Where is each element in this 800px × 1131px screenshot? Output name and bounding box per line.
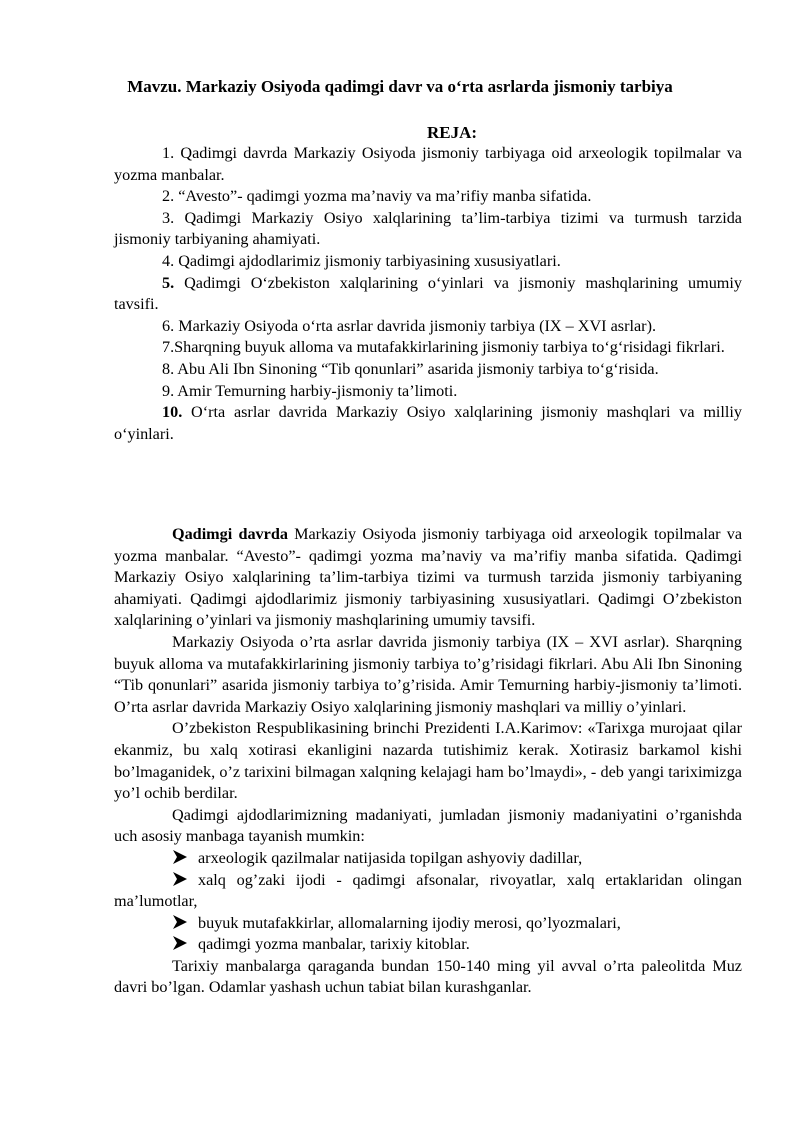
plan-item-text: Sharqning buyuk alloma va mutafakkirlarining jismoniy tarbiya to‘g‘risidagi fikrlari.: [174, 338, 725, 357]
body-paragraph: Markaziy Osiyoda o’rta asrlar davrida jismoniy tarbiya (IX – XVI asrlar). Sharqning buyuk alloma va mutafakkirlarining jismoniy tarbiya to’g’risidagi fikrlari. Abu Ali Ibn Sinoning “Tib qonunlari” asarida jismoniy tarbiya to’g’risida. Amir Temurning harbiy-jismoniy ta’limoti. O’rta asrlar davrida Markaziy Osiyo xalqlarining jismoniy mashqlari va milliy o’yinlari.: [114, 632, 742, 716]
plan-item: [114, 143, 742, 186]
bullet-item: [114, 848, 742, 870]
plan-item-text: Qadimgi davrda Markaziy Osiyoda jismoniy tarbiyaga oid arxeologik topilmalar va yozma manbalar.: [114, 144, 742, 184]
body-paragraph: Qadimgi ajdodlarimizning madaniyati, jumladan jismoniy madaniyatini o’rganishda uch asosiy manbaga tayanish mumkin:: [114, 805, 742, 846]
plan-item-text: Amir Temurning harbiy-jismoniy ta’limoti.: [174, 381, 458, 400]
bullet-text: qadimgi yozma manbalar, tarixiy kitoblar.: [198, 935, 470, 954]
plan-heading: REJA:: [426, 123, 478, 142]
plan-list: [114, 143, 742, 445]
plan-item-number: 4.: [162, 251, 175, 270]
plan-item: [114, 186, 742, 208]
plan-item-number: 7.: [162, 338, 175, 357]
body-paragraph: Tarixiy manbalarga qaraganda bundan 150-140 ming yil avval o’rta paleolitda Muz davri bo’lgan. Odamlar yashash uchun tabiat bilan kurashganlar.: [114, 956, 742, 997]
body-paragraph-text: Markaziy Osiyoda jismoniy tarbiyaga oid arxeologik topilmalar va yozma manbalar. “Avesto”- qadimgi yozma ma’naviy va ma’rifiy manba sifatida. Qadimgi Markaziy Osiyo xalqlarining ta’lim-tarbiya tizimi va turmush tarzida jismoniy tarbiyaning ahamiyati. Qadimgi ajdodlarimiz jismoniy tarbiyasining xususiyatlari. Qadimgi O’zbekiston xalqlarining o’yinlari va jismoniy mashqlarining umumiy tavsifi.: [114, 525, 742, 630]
bullet-item: [114, 913, 742, 935]
plan-item-text: O‘rta asrlar davrida Markaziy Osiyo xalqlarining jismoniy mashqlari va milliy o‘yinlari.: [114, 403, 742, 443]
plan-item-number: 1.: [162, 144, 175, 162]
plan-item-number: 5.: [162, 273, 175, 292]
plan-item-number: 2.: [162, 187, 175, 206]
arrow-right-icon: [172, 913, 198, 935]
plan-item: [114, 251, 742, 273]
plan-item-number: 10.: [162, 403, 183, 422]
plan-item: [114, 208, 742, 251]
body-paragraph-lead: Qadimgi davrda: [172, 525, 288, 543]
arrow-right-icon: [172, 848, 198, 870]
arrow-right-icon: [172, 870, 198, 892]
plan-item-text: “Avesto”- qadimgi yozma ma’naviy va ma’rifiy manba sifatida.: [174, 187, 592, 206]
body-paragraph: [114, 524, 742, 632]
body-text: [114, 524, 742, 999]
plan-item: [114, 381, 742, 403]
plan-item-text: Abu Ali Ibn Sinoning “Tib qonunlari” asarida jismoniy tarbiya to‘g‘risida.: [174, 359, 659, 378]
plan-item-number: 8.: [162, 359, 175, 378]
bullet-item: [114, 934, 742, 956]
plan-item-text: Qadimgi ajdodlarimiz jismoniy tarbiyasining xususiyatlari.: [174, 251, 561, 270]
plan-item: [114, 316, 742, 338]
plan-item-text: Qadimgi O‘zbekiston xalqlarining o‘yinlari va jismoniy mashqlarining umumiy tavsifi.: [114, 273, 742, 314]
plan-item-text: Qadimgi Markaziy Osiyo xalqlarining ta’lim-tarbiya tizimi va turmush tarzida jismoniy tarbiyaning ahamiyati.: [114, 208, 742, 249]
document-title: Mavzu. Markaziy Osiyoda qadimgi davr va o‘rta asrlarda jismoniy tarbiya: [127, 77, 673, 96]
arrow-right-icon: [172, 934, 198, 956]
plan-item: [114, 359, 742, 381]
bullet-text: buyuk mutafakkirlar, allomalarning ijodiy merosi, qo’lyozmalari,: [198, 913, 621, 932]
body-paragraph: O’zbekiston Respublikasining brinchi Prezidenti I.A.Karimov: «Tarixga murojaat qilar ekanmiz, bu xalq xotirasi ekanligini nazarda tutishimiz kerak. Xotirasiz barkamol kishi bo’lmaganidek, o’z tarixini bilmagan xalqning kelajagi ham bo’lmaydi», - deb yangi tariximizga yo’l ochib berdilar.: [114, 719, 742, 803]
plan-item-number: 6.: [162, 316, 175, 335]
plan-item: [114, 273, 742, 316]
bullet-item: [114, 870, 742, 913]
plan-item-text: Markaziy Osiyoda o‘rta asrlar davrida jismoniy tarbiya (IX – XVI asrlar).: [174, 316, 657, 335]
bullet-text: arxeologik qazilmalar natijasida topilgan ashyoviy dadillar,: [198, 848, 583, 867]
plan-item: [114, 337, 742, 359]
plan-item: [114, 402, 742, 445]
bullet-text: xalq og’zaki ijodi - qadimgi afsonalar, rivoyatlar, xalq ertaklaridan olingan ma’lumotlar,: [114, 870, 742, 911]
plan-item-number: 3.: [162, 208, 175, 227]
plan-item-number: 9.: [162, 381, 175, 400]
